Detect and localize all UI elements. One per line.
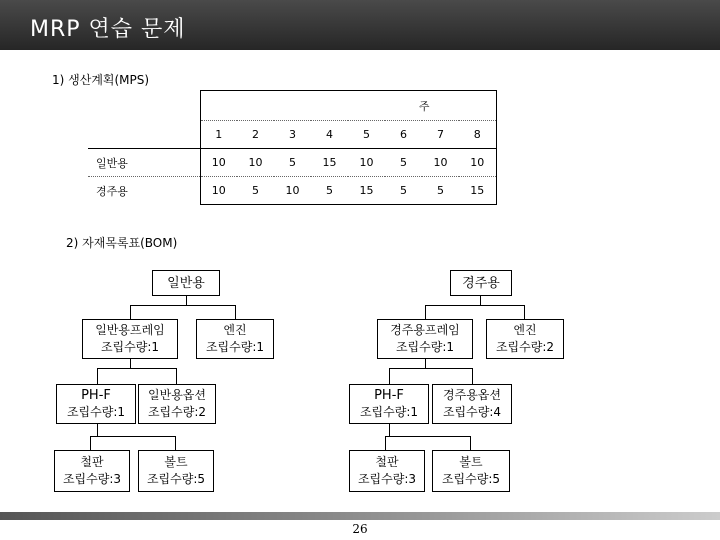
mps-week-header: 2 — [237, 121, 274, 149]
bom-node-name: 일반용 — [167, 275, 205, 291]
bom-node-qty: 조립수량:4 — [442, 405, 502, 419]
bom-root-racing — [450, 270, 512, 296]
bom-node-qty: 조립수량:5 — [146, 472, 206, 486]
mps-row-label: 경주용 — [96, 184, 128, 198]
mps-cell: 10 — [348, 149, 385, 177]
mps-cell: 10 — [200, 149, 237, 177]
bom-node-qty: 조립수량:1 — [100, 340, 160, 354]
bom-node-qty: 조립수량:2 — [495, 340, 555, 354]
mps-week-header: 6 — [385, 121, 422, 149]
bom-node-name: 경주용프레임 — [390, 323, 460, 337]
mps-week-header: 8 — [459, 121, 496, 149]
bom-node-qty: 조립수량:3 — [62, 472, 122, 486]
bom-node-frame-racing — [377, 319, 473, 359]
bom-node-qty: 조립수량:1 — [359, 405, 419, 419]
section-mps-heading: 1) 생산계획(MPS) — [52, 73, 150, 87]
mps-cell: 10 — [237, 149, 274, 177]
bom-node-qty: 조립수량:1 — [395, 340, 455, 354]
mps-cell: 15 — [348, 177, 385, 205]
mps-cell: 10 — [459, 149, 496, 177]
mps-cell: 5 — [274, 149, 311, 177]
bom-node-plate-racing — [349, 450, 425, 492]
mps-week-header: 3 — [274, 121, 311, 149]
bom-node-name: 철판 — [375, 455, 399, 469]
mps-week-header: 5 — [348, 121, 385, 149]
bom-node-name: 경주용 — [462, 275, 500, 291]
bom-node-bolt-general — [138, 450, 214, 492]
bom-root-general — [152, 270, 220, 296]
section-bom-heading: 2) 자재목록표(BOM) — [66, 236, 178, 250]
mps-cell: 5 — [385, 177, 422, 205]
mps-cell: 10 — [422, 149, 459, 177]
bom-node-engine-racing — [486, 319, 564, 359]
slide-title: MRP 연습 문제 — [30, 17, 186, 42]
mps-row — [88, 149, 496, 177]
mps-cell: 5 — [311, 177, 348, 205]
mps-row-label: 일반용 — [88, 149, 200, 177]
bom-node-phf-general — [56, 384, 136, 424]
bom-node-name: PH-F — [374, 388, 404, 403]
bom-node-name: 일반용프레임 — [95, 323, 165, 337]
mps-row — [88, 177, 496, 205]
footer-bar — [0, 512, 720, 520]
mps-header-group: 주 — [200, 91, 496, 121]
bom-node-name: 철판 — [80, 455, 104, 469]
mps-week-header: 1 — [200, 121, 237, 149]
bom-node-name: 엔진 — [513, 323, 537, 337]
mps-table — [88, 90, 497, 205]
bom-node-name: 볼트 — [164, 455, 188, 469]
bom-node-name: 볼트 — [459, 455, 483, 469]
bom-node-name: 엔진 — [223, 323, 247, 337]
bom-node-frame-general — [82, 319, 178, 359]
mps-cell: 10 — [200, 177, 237, 205]
mps-cell: 5 — [385, 149, 422, 177]
mps-week-header: 7 — [422, 121, 459, 149]
bom-node-name: 일반용옵션 — [148, 388, 206, 402]
mps-cell: 15 — [459, 177, 496, 205]
title-bar — [0, 0, 720, 50]
bom-node-qty: 조립수량:3 — [357, 472, 417, 486]
bom-node-qty: 조립수량:1 — [66, 405, 126, 419]
bom-node-plate-general — [54, 450, 130, 492]
mps-cell: 5 — [422, 177, 459, 205]
bom-node-qty: 조립수량:5 — [441, 472, 501, 486]
bom-node-name: PH-F — [81, 388, 111, 403]
page-number: 26 — [352, 522, 368, 536]
mps-cell: 15 — [311, 149, 348, 177]
bom-node-name: 경주용옵션 — [443, 388, 501, 402]
bom-node-option-racing — [432, 384, 512, 424]
bom-node-bolt-racing — [432, 450, 510, 492]
bom-node-option-general — [138, 384, 216, 424]
bom-node-qty: 조립수량:1 — [205, 340, 265, 354]
bom-node-phf-racing — [349, 384, 429, 424]
bom-node-engine-general — [196, 319, 274, 359]
mps-cell: 5 — [237, 177, 274, 205]
mps-cell: 10 — [274, 177, 311, 205]
mps-week-header: 4 — [311, 121, 348, 149]
bom-node-qty: 조립수량:2 — [147, 405, 207, 419]
